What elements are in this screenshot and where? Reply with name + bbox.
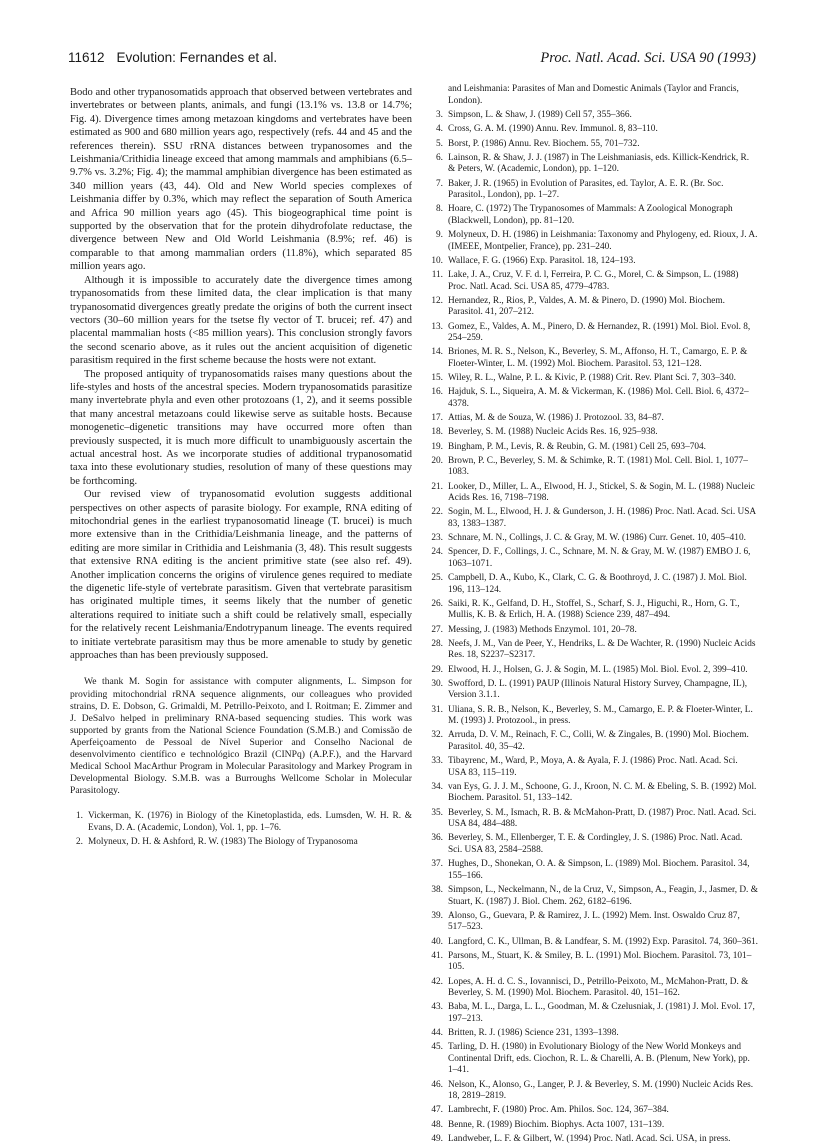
reference-item [430,808,758,831]
reference-item [430,456,758,479]
reference-item [430,1080,758,1103]
reference-number: 24. [431,547,443,558]
reference-item [430,756,758,779]
reference-text: Parsons, M., Stuart, K. & Smiley, B. L. (1991) Mol. Biochem. Parasitol. 73, 101–105. [448,950,752,973]
reference-text: Hoare, C. (1972) The Trypanosomes of Mammals: A Zoological Monograph (Blackwell, London), pp. 81–120. [448,204,733,226]
reference-text: Attias, M. & de Souza, W. (1986) J. Protozool. 33, 84–87. [448,413,664,424]
reference-item [430,885,758,908]
reference-item [430,322,758,345]
reference-number: 25. [431,573,443,584]
reference-item [430,782,758,805]
reference-text: Nelson, K., Alonso, G., Langer, P. J. & Beverley, S. M. (1990) Nucleic Acids Res. 18, 2819–2819. [448,1079,754,1102]
reference-number: 37. [431,859,443,870]
reference-item [430,679,758,702]
reference-text: Schnare, M. N., Collings, J. C. & Gray, M. W. (1986) Curr. Genet. 10, 405–410. [448,533,746,544]
reference-item [430,833,758,856]
reference-text: Landweber, L. F. & Gilbert, W. (1994) Proc. Natl. Acad. Sci. USA, in press. [448,1133,731,1144]
reference-number: 44. [431,1028,443,1039]
reference-text: Tibayrenc, M., Ward, P., Moya, A. & Ayala, F. J. (1986) Proc. Natl. Acad. Sci. USA 83, 115–119. [448,756,738,778]
reference-number: 34. [431,781,443,792]
reference-text: Swofford, D. L. (1991) PAUP (Illinois Natural History Survey, Champagne, IL), Version 3.1.1. [448,678,748,701]
reference-item [430,625,758,637]
reference-number: 11. [431,270,443,281]
reference-item [430,977,758,1000]
reference-text: Langford, C. K., Ullman, B. & Landfear, S. M. (1992) Exp. Parasitol. 74, 360–361. [448,936,758,947]
reference-number: 10. [431,255,443,266]
reference-number: 7. [436,178,443,189]
reference-item [430,1002,758,1025]
reference-item [430,911,758,934]
reference-text: Arruda, D. V. M., Reinach, F. C., Colli, W. & Zingales, B. (1990) Mol. Biochem. Parasitol. 40, 35–42. [448,730,749,752]
reference-text: Lopes, A. H. d. C. S., Iovannisci, D., Petrillo-Peixoto, M., McMahon-Pratt, D. & Beverley, S. M. (1990) Mol. Biochem. Parasitol. 40, 151–162. [448,976,749,999]
reference-text: Briones, M. R. S., Nelson, K., Beverley, S. M., Affonso, H. T., Camargo, E. P. & Floeter-Winter, L. M. (1992) Mol. Biochem. Parasitol. 53, 121–128. [448,347,748,369]
reference-number: 30. [431,678,443,689]
reference-text: Hajduk, S. L., Siqueira, A. M. & Vickerman, K. (1986) Mol. Cell. Biol. 6, 4372–4378. [448,387,749,409]
reference-number: 13. [431,321,443,332]
reference-item [430,573,758,596]
reference-text: Beverley, S. M., Ismach, R. B. & McMahon-Pratt, D. (1987) Proc. Natl. Acad. Sci. USA 84, 484–488. [448,807,757,830]
reference-number: 33. [431,756,443,767]
reference-number: 27. [431,624,443,635]
reference-text: Elwood, H. J., Holsen, G. J. & Sogin, M. L. (1985) Mol. Biol. Evol. 2, 399–410. [448,664,748,675]
reference-item [430,230,758,253]
reference-item [430,507,758,530]
reference-item [430,1120,758,1132]
reference-number: 3. [436,110,443,121]
reference-item [430,270,758,293]
reference-item [430,139,758,151]
reference-number: 28. [431,638,443,649]
reference-number: 23. [431,533,443,544]
reference-text: Hernandez, R., Rios, P., Valdes, A. M. & Pinero, D. (1990) Mol. Biochem. Parasitol. 41, 207–212. [448,295,725,318]
reference-list-right [430,110,758,1145]
reference-number: 18. [431,427,443,438]
page-header [68,50,756,72]
reference-text: Messing, J. (1983) Methods Enzymol. 101, 20–78. [448,624,637,635]
reference-number: 6. [436,152,443,163]
reference-text: Molyneux, D. H. & Ashford, R. W. (1983) The Biology of Trypanosoma [88,837,358,848]
reference-item [430,1042,758,1077]
reference-item [430,1105,758,1117]
body-paragraph: Although it is impossible to accurately date the divergence times among trypanosomatids from these limited data, the clear implication is that many trypanosomatid divergences greatly predate the origins of both the current insect vectors (30–60 million years for the tsetse fly vector of T. brucei; ref. 47) and placental mammalian hosts (<85 million years). This conclusion strongly favors the second scenario above, as it rules out the ancient acquisition of digenetic parasitism required in the first scheme because the hosts were not extant. [70,274,412,367]
reference-item [430,730,758,753]
reference-text: Britten, R. J. (1986) Science 231, 1393–1398. [448,1028,619,1039]
reference-item [430,665,758,677]
reference-item [430,110,758,122]
reference-item [430,413,758,425]
reference-item [430,639,758,662]
reference-number: 32. [431,730,443,741]
reference-item [430,427,758,439]
reference-item [430,347,758,370]
reference-item [430,373,758,385]
reference-number: 21. [431,481,443,492]
reference-text: Simpson, L. & Shaw, J. (1989) Cell 57, 355–366. [448,110,632,121]
reference-number: 36. [431,833,443,844]
reference-number: 8. [436,204,443,215]
body-paragraph: The proposed antiquity of trypanosomatids raises many questions about the life-styles and hosts of the ancestral species. Modern trypanosomatids parasitize many invertebrate phyla and even other protozoans (1, 2), and it seems possible that many ancestral metazoans could likewise serve as suitable hosts. Because monogenetic–digenetic transitions may have occurred more often than previously suspected, it is much more difficult to unambiguously ascertain the actual ancestral host. As we incorporate studies of additional trypanosomatid taxa into these evolutionary studies, resolution of many of these questions may be forthcoming. [70,368,412,487]
reference-item [430,153,758,176]
reference-number: 26. [431,598,443,609]
reference-text: Alonso, G., Guevara, P. & Ramirez, J. L. (1992) Mem. Inst. Oswaldo Cruz 87, 517–523. [448,910,740,933]
page-number: 11612 [68,50,105,65]
reference-text: Beverley, S. M. (1988) Nucleic Acids Res. 16, 925–938. [448,427,658,438]
reference-text: Baba, M. L., Darga, L. L., Goodman, M. & Czelusniak, J. (1981) J. Mol. Evol. 17, 197–213. [448,1002,755,1024]
reference-text: Gomez, E., Valdes, A. M., Pinero, D. & Hernandez, R. (1991) Mol. Biol. Evol. 8, 254–259. [448,321,751,344]
reference-text: Looker, D., Miller, L. A., Elwood, H. J., Stickel, S. & Sogin, M. L. (1988) Nucleic Acids Res. 16, 7198–7198. [448,481,755,504]
reference-number: 39. [431,910,443,921]
reference-number: 22. [431,507,443,518]
reference-item [430,124,758,136]
reference-number: 17. [431,413,443,424]
reference-text: Wallace, F. G. (1966) Exp. Parasitol. 18, 124–193. [448,255,636,266]
reference-text: Neefs, J. M., Van de Peer, Y., Hendriks, L. & De Wachter, R. (1990) Nucleic Acids Res. 18, S2237–S2317. [448,638,756,661]
reference-number: 40. [431,936,443,947]
reference-item [430,256,758,268]
reference-text: Vickerman, K. (1976) in Biology of the Kinetoplastida, eds. Lumsden, W. H. R. & Evans, D. A. (Academic, London), Vol. 1, pp. 1–76. [88,811,412,833]
reference-text: Tarling, D. H. (1980) in Evolutionary Biology of the New World Monkeys and Continental Drift, eds. Ciochon, R. L. & Charelli, A. B. (Plenum, New York), pp. 1–41. [448,1042,750,1076]
reference-item [430,442,758,454]
reference-text: Beverley, S. M., Ellenberger, T. E. & Cordingley, J. S. (1986) Proc. Natl. Acad. Sci. USA 83, 2584–2588. [448,833,743,856]
reference-item [430,951,758,974]
reference-text: Campbell, D. A., Kubo, K., Clark, C. G. & Boothroyd, J. C. (1987) J. Mol. Biol. 196, 113–124. [448,573,747,595]
reference-continuation: and Leishmania: Parasites of Man and Domestic Animals (Taylor and Francis, London). [448,84,739,106]
body-paragraph: Bodo and other trypanosomatids approach that observed between vertebrates and invertebrates or between plants, animals, and fungi (13.1% vs. 13.8 or 14.7%; Fig. 4). Divergence times among metazoan kingdoms and vertebrates have been estimated as 900 and 680 million years ago, respectively (refs. 44 and 45 and the references therein). SSU rRNA distances between trypanosomes and the Leishmania/Crithidia lineage exceed that among mammals and amphibians (6.5–9.7% vs. 3.2%; Fig. 4); the mammal amphibian divergence has been estimated as 340 million years (43, 44). Old and New World species complexes of Leishmania differ by 0.3%, which may reflect the separation of South America and Africa 90 million years ago (45). This biogeographical time point is supported by the observation that for the protein dihydrofolate reductase, the divergence between New and Old World Leishmania (8.9%; ref. 46) is comparable to that among mammalian orders (11.8%), which separated 85 million years ago. [70,87,412,273]
right-column [430,84,758,1148]
reference-text: Spencer, D. F., Collings, J. C., Schnare, M. N. & Gray, M. W. (1987) EMBO J. 6, 1063–1071. [448,547,751,569]
reference-item [430,533,758,545]
reference-text: Cross, G. A. M. (1990) Annu. Rev. Immunol. 8, 83–110. [448,124,658,135]
reference-text: Lainson, R. & Shaw, J. J. (1987) in The Leishmaniasis, eds. Killick-Kendrick, R. & Peters, W. (Academic, London), pp. 1–120. [448,152,750,175]
reference-item [430,937,758,949]
reference-item [430,599,758,622]
reference-number: 29. [431,664,443,675]
reference-text: Molyneux, D. H. (1986) in Leishmania: Taxonomy and Phylogeny, ed. Rioux, J. A. (IMEEE, Montpelier, France), pp. 231–240. [448,230,758,252]
reference-number: 43. [431,1002,443,1013]
reference-text: Benne, R. (1989) Biochim. Biophys. Acta 1007, 131–139. [448,1119,665,1130]
reference-number: 9. [436,230,443,241]
reference-item [430,547,758,570]
reference-item [70,837,412,849]
reference-number: 45. [431,1042,443,1053]
reference-number: 35. [431,807,443,818]
reference-number: 19. [431,441,443,452]
reference-text: Hughes, D., Shonekan, O. A. & Simpson, L. (1989) Mol. Biochem. Parasitol. 34, 155–166. [448,859,750,881]
reference-number: 49. [431,1133,443,1144]
acknowledgment: We thank M. Sogin for assistance with computer alignments, L. Simpson for providing mitochondrial rRNA sequence alignments, our colleagues who provided strains, D. E. Dobson, G. Grimaldi, M. Petrillo-Peixoto, and I. Roitman; E. Zimmer and J. DeSalvo helped in preliminary RNA-based sequencing studies. This work was supported by grants from the National Science Foundation (S.M.B.) and Comissão de Aperfeiçoamento de Pessoal de Nível Superior and Conselho Nacional de desenvolvimento científico e technológico Brazil (CINPq) (A.P.F.), and the Harvard Medical School MacArthur Program in Molecular Parasitology and Markey Program in Developmental Biology. S.M.B. was a Burroughs Wellcome Scholar in Molecular Parasitology. [70,676,412,797]
reference-number: 5. [436,138,443,149]
reference-text: Wiley, R. L., Walne, P. L. & Kivic, P. (1988) Crit. Rev. Plant Sci. 7, 303–340. [448,373,737,384]
reference-number: 2. [76,837,83,848]
reference-item [70,811,412,834]
reference-number: 4. [436,124,443,135]
reference-number: 48. [431,1119,443,1130]
reference-list-left [70,811,412,848]
reference-number: 15. [431,373,443,384]
running-head: Evolution: Fernandes et al. [116,50,278,65]
reference-text: Lake, J. A., Cruz, V. F. d. l, Ferreira, P. C. G., Morel, C. & Simpson, L. (1988) Proc. Natl. Acad. Sci. USA 85, 4779–4783. [448,270,739,292]
reference-item [430,1134,758,1146]
reference-text: van Eys, G. J. J. M., Schoone, G. J., Kroon, N. C. M. & Ebeling, S. B. (1992) Mol. Biochem. Parasitol. 51, 133–142. [448,781,757,804]
reference-text: Simpson, L., Neckelmann, N., de la Cruz, V., Simpson, A., Feagin, J., Jasmer, D. & Stuart, K. (1987) J. Biol. Chem. 262, 6182–6196. [448,885,758,907]
reference-text: Saiki, R. K., Gelfand, D. H., Stoffel, S., Scharf, S. J., Higuchi, R., Horn, G. T., Mullis, K. B. & Erlich, H. A. (1988) Science 239, 487–494. [448,598,740,621]
reference-number: 47. [431,1105,443,1116]
reference-number: 16. [431,387,443,398]
reference-number: 14. [431,347,443,358]
reference-text: Uliana, S. R. B., Nelson, K., Beverley, S. M., Camargo, E. P. & Floeter-Winter, L. M. (1993) J. Protozool., in press. [448,704,753,727]
body-paragraph: Our revised view of trypanosomatid evolution suggests additional perspectives on other aspects of parasite biology. For example, RNA editing of mitochondrial genes in the earliest trypanosomatid lineage (T. brucei) is much more extensive than in the Crithidia/Leishmania lineage, and the patterns of editing are more similar in Crithidia and Leishmania (3, 48). This result suggests that extensive RNA editing is the ancient primitive state (see also ref. 49). Another implication concerns the origins of virulence genes required to mediate the digenetic life-style of vertebrate parasitism. Given that vertebrate parasitism has originated multiple times, it seems likely that the number of genetic alterations required to initiate such a shift could be relatively small, especially for the relatively recent Leishmania/Endotrypanum lineage. The events required to initiate vertebrate parasitism may thus be more amenable to study by genetic approaches than has been previously supposed. [70,489,412,662]
reference-text: Bingham, P. M., Levis, R. & Reubin, G. M. (1981) Cell 25, 693–704. [448,441,706,452]
reference-item [430,1028,758,1040]
reference-item [430,482,758,505]
reference-item [430,296,758,319]
reference-item [430,204,758,227]
reference-text: Borst, P. (1986) Annu. Rev. Biochem. 55, 701–732. [448,138,640,149]
reference-item [430,859,758,882]
reference-number: 46. [431,1079,443,1090]
journal-citation: Proc. Natl. Acad. Sci. USA 90 (1993) [540,50,756,66]
reference-text: Sogin, M. L., Elwood, H. J. & Gunderson, J. H. (1986) Proc. Natl. Acad. Sci. USA 83, 1383–1387. [448,507,756,529]
reference-text: Brown, P. C., Beverley, S. M. & Schimke, R. T. (1981) Mol. Cell. Biol. 1, 1077–1083. [448,455,748,478]
reference-number: 41. [431,950,443,961]
reference-number: 42. [431,976,443,987]
reference-item [430,705,758,728]
reference-item [430,387,758,410]
reference-text: Lambrecht, F. (1980) Proc. Am. Philos. Soc. 124, 367–384. [448,1105,669,1116]
reference-number: 31. [431,704,443,715]
reference-number: 20. [431,455,443,466]
reference-item [430,179,758,202]
reference-number: 1. [76,811,83,822]
reference-number: 12. [431,295,443,306]
reference-text: Baker, J. R. (1965) in Evolution of Parasites, ed. Taylor, A. E. R. (Br. Soc. Parasitol., London), pp. 1–27. [448,178,724,201]
left-column [70,86,412,851]
reference-number: 38. [431,885,443,895]
